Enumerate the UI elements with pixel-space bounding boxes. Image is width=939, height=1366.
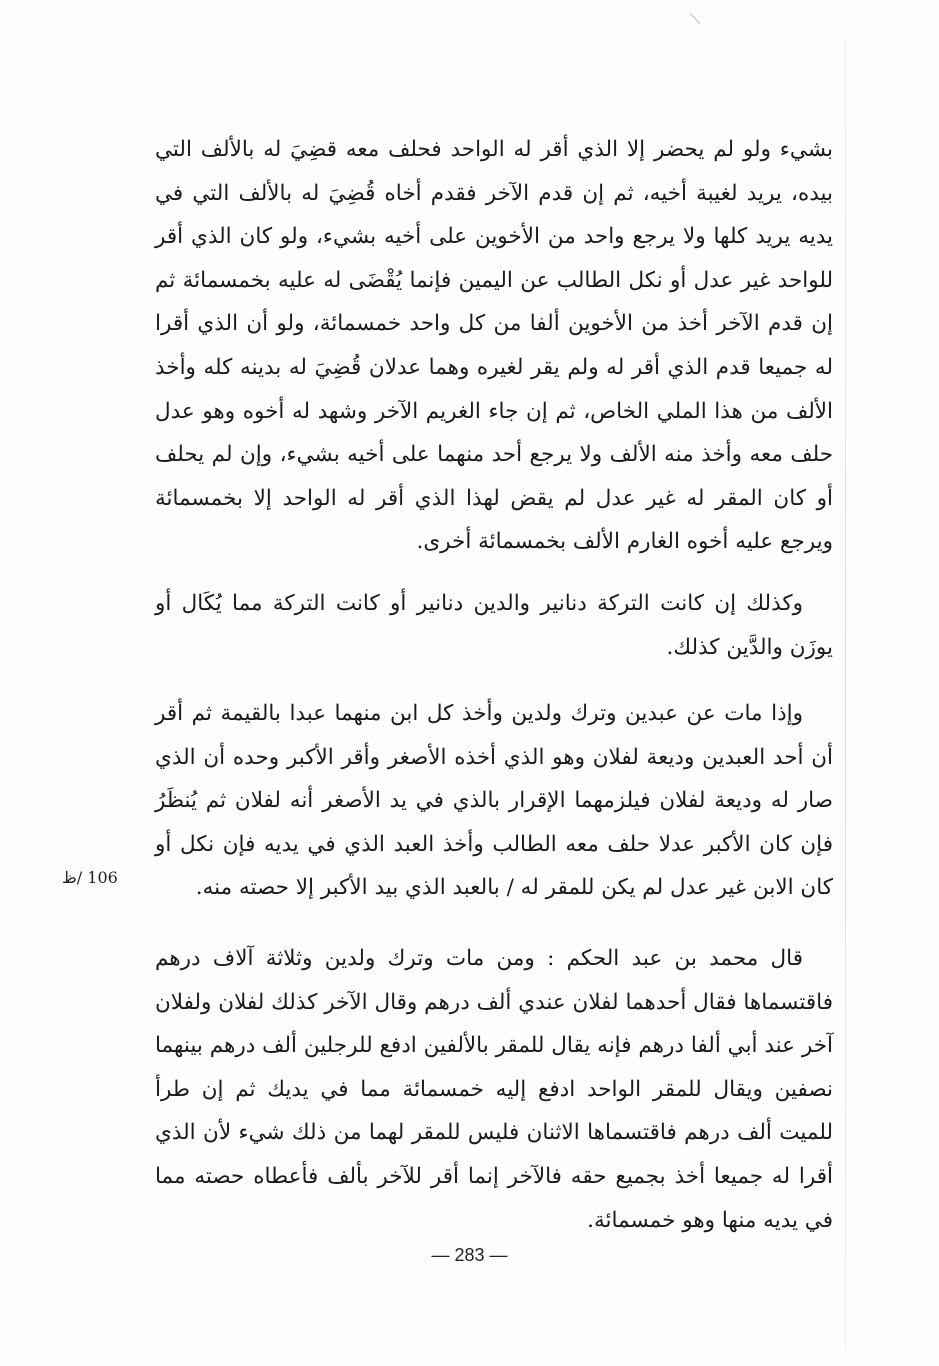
page-number: — 283 —	[431, 1245, 508, 1265]
paragraph-2: وكذلك إن كانت التركة دنانير والدين دنانير أو كانت التركة مما يُكَال أو يوزَن والدَّين كذلك.	[155, 591, 833, 660]
page-edge-line	[845, 40, 846, 1350]
paragraph-3: وإذا مات عن عبدين وترك ولدين وأخذ كل ابن منهما عبدا بالقيمة ثم أقر أن أحد العبدين وديعة لفلان وهو الذي أخذه الأصغر وأقر الأكبر وحده أن الذي صار له وديعة لفلان فيلزمهما الإقرار بالذي في يد الأصغر أنه لفلان ثم يُنظَرُ فإن كان الأكبر عدلا حلف معه الطالب وأخذ العبد الذي في يديه فإن نكل أو كان الابن غير عدل لم يكن للمقر له / بالعبد الذي بيد الأكبر إلا حصته منه.	[155, 701, 833, 901]
paragraph-1: بشيء ولو لم يحضر إلا الذي أقر له الواحد فحلف معه قضِيَ له بالألف التي بيده، يريد لغيبة أخيه، ثم إن قدم الآخر فقدم أخاه قُضِيَ له بالألف التي في يديه يريد كلها ولا يرجع واحد من الأخوين على أخيه بشيء، ولو كان الذي أقر للواحد غير عدل أو نكل الطالب عن اليمين فإنما يُقْضَى له عليه بخمسمائة ثم إن قدم الآخر أخذ من الأخوين ألفا من كل واحد خمسمائة، ولو أن الذي أقرا له جميعا قدم الذي أقر له ولم يقر لغيره وهما عدلان قُضِيَ له بدينه كله وأخذ الألف من هذا الملي الخاص، ثم إن جاء الغريم الآخر وشهد له أخوه وهو عدل حلف معه وأخذ منه الألف ولا يرجع أحد منهما على أخيه بشيء، وإن لم يحلف أو كان المقر له غير عدل لم يقض لهذا الذي أقر له الواحد إلا بخمسمائة ويرجع عليه أخوه الغارم الألف بخمسمائة أخرى.	[155, 137, 833, 555]
scan-mark	[690, 13, 700, 24]
margin-folio-reference: 106 /ظ	[62, 868, 118, 887]
paragraph-4: قال محمد بن عبد الحكم : ومن مات وترك ولدين وثلاثة آلاف درهم فاقتسماها فقال أحدهما لفلان عندي ألف درهم وقال الآخر كذلك لفلان ولفلان آخر عند أبي ألفا درهم فإنه يقال للمقر بالألفين ادفع للرجلين ألف درهم بينهما نصفين ويقال للمقر الواحد ادفع إليه خمسمائة مما في يديك ثم إن طرأ للميت ألف درهم فاقتسماها الاثنان فليس للمقر لهما من ذلك شيء لأن الذي أقرا له جميعا أخذ بجميع حقه فالآخر إنما أقر للآخر بألف فأعطاه حصته مما في يديه منها وهو خمسمائة.	[155, 946, 833, 1233]
